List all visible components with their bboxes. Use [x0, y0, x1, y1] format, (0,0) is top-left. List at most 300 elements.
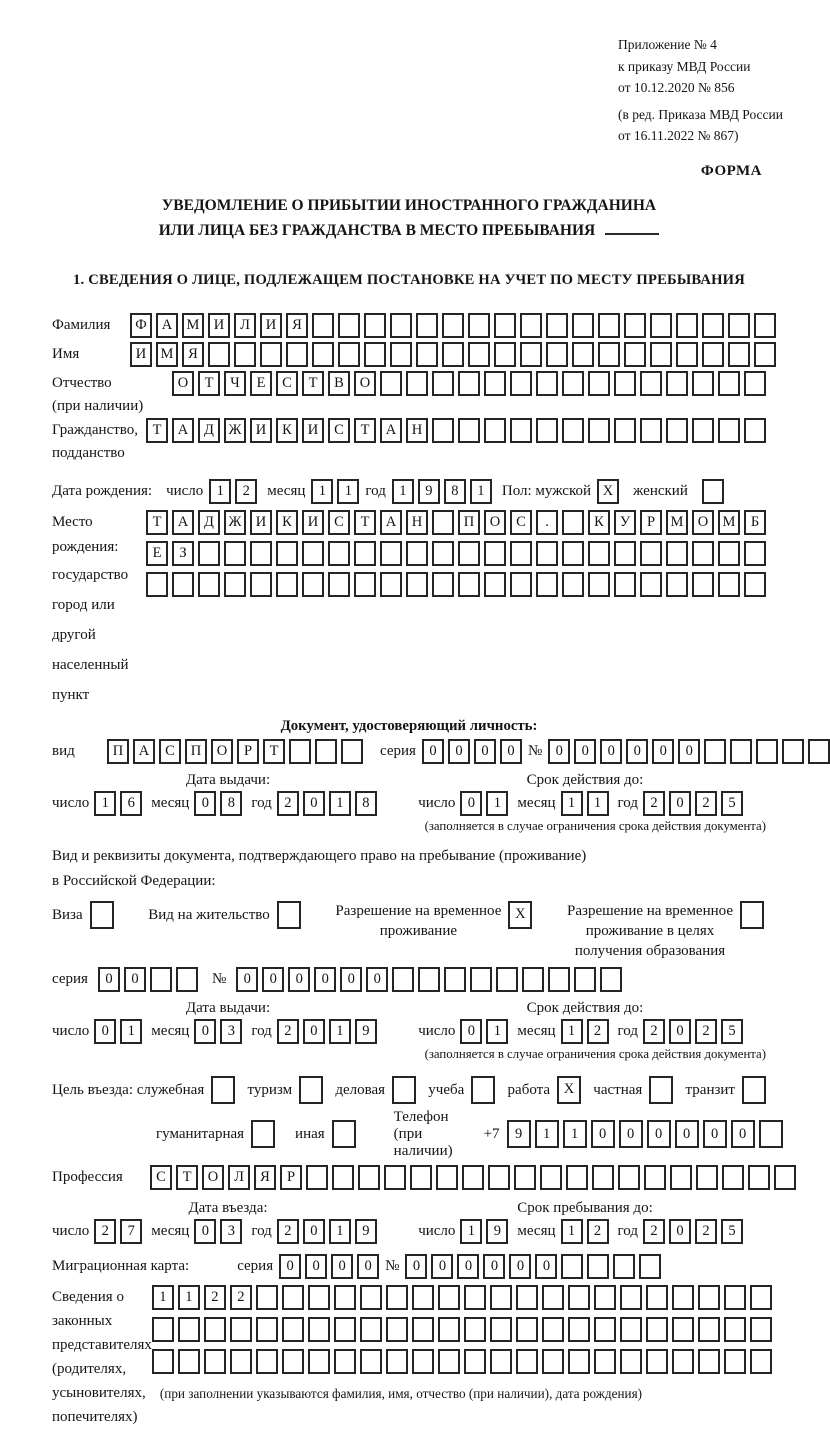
form-cell[interactable] — [718, 572, 740, 597]
form-cell[interactable] — [315, 739, 337, 764]
form-cell[interactable] — [646, 1285, 668, 1310]
form-cell[interactable] — [540, 1165, 562, 1190]
form-cell[interactable] — [282, 1349, 304, 1374]
form-cell[interactable] — [334, 1317, 356, 1342]
form-cell[interactable] — [640, 371, 662, 396]
form-cell[interactable]: 0 — [731, 1120, 755, 1148]
form-cell[interactable]: Р — [280, 1165, 302, 1190]
form-cell[interactable]: 0 — [474, 739, 496, 764]
form-cell[interactable] — [594, 1317, 616, 1342]
form-cell[interactable] — [548, 967, 570, 992]
form-cell[interactable]: 0 — [483, 1254, 505, 1279]
form-cell[interactable]: Ж — [224, 510, 246, 535]
form-cell[interactable]: 0 — [647, 1120, 671, 1148]
form-cell[interactable]: 0 — [194, 791, 216, 816]
form-cell[interactable] — [568, 1285, 590, 1310]
form-cell[interactable] — [536, 572, 558, 597]
form-cell[interactable] — [748, 1165, 770, 1190]
form-cell[interactable]: 0 — [431, 1254, 453, 1279]
form-cell[interactable] — [613, 1254, 635, 1279]
form-cell[interactable] — [744, 541, 766, 566]
form-cell[interactable] — [742, 1076, 766, 1104]
form-cell[interactable]: К — [588, 510, 610, 535]
form-cell[interactable] — [702, 313, 724, 338]
form-cell[interactable] — [276, 572, 298, 597]
form-cell[interactable]: 1 — [561, 1019, 583, 1044]
form-cell[interactable]: Я — [254, 1165, 276, 1190]
form-cell[interactable]: О — [484, 510, 506, 535]
form-cell[interactable]: М — [182, 313, 204, 338]
form-cell[interactable] — [458, 572, 480, 597]
form-cell[interactable] — [618, 1165, 640, 1190]
form-cell[interactable] — [536, 418, 558, 443]
form-cell[interactable] — [724, 1317, 746, 1342]
form-cell[interactable] — [484, 371, 506, 396]
form-cell[interactable] — [358, 1165, 380, 1190]
form-cell[interactable] — [670, 1165, 692, 1190]
form-cell[interactable]: О — [692, 510, 714, 535]
form-cell[interactable] — [562, 510, 584, 535]
form-cell[interactable]: 0 — [288, 967, 310, 992]
form-cell[interactable] — [471, 1076, 495, 1104]
form-cell[interactable] — [561, 1254, 583, 1279]
form-cell[interactable]: 1 — [561, 791, 583, 816]
form-cell[interactable]: 2 — [695, 1219, 717, 1244]
form-cell[interactable]: 1 — [535, 1120, 559, 1148]
form-cell[interactable] — [384, 1165, 406, 1190]
form-cell[interactable] — [488, 1165, 510, 1190]
form-cell[interactable] — [718, 371, 740, 396]
form-cell[interactable] — [380, 541, 402, 566]
form-cell[interactable]: С — [328, 418, 350, 443]
form-cell[interactable] — [230, 1317, 252, 1342]
form-cell[interactable]: 0 — [591, 1120, 615, 1148]
form-cell[interactable] — [494, 342, 516, 367]
form-cell[interactable]: О — [202, 1165, 224, 1190]
form-cell[interactable] — [276, 541, 298, 566]
form-cell[interactable]: 2 — [643, 1019, 665, 1044]
form-cell[interactable] — [666, 418, 688, 443]
form-cell[interactable] — [464, 1285, 486, 1310]
form-cell[interactable]: 8 — [355, 791, 377, 816]
form-cell[interactable] — [484, 572, 506, 597]
form-cell[interactable]: 0 — [124, 967, 146, 992]
form-cell[interactable]: Б — [744, 510, 766, 535]
form-cell[interactable] — [338, 342, 360, 367]
form-cell[interactable] — [360, 1349, 382, 1374]
form-cell[interactable] — [598, 342, 620, 367]
form-cell[interactable] — [750, 1317, 772, 1342]
form-cell[interactable]: 8 — [220, 791, 242, 816]
form-cell[interactable] — [416, 342, 438, 367]
form-cell[interactable] — [510, 418, 532, 443]
form-cell[interactable] — [704, 739, 726, 764]
form-cell[interactable] — [614, 541, 636, 566]
form-cell[interactable]: 2 — [587, 1219, 609, 1244]
form-cell[interactable] — [412, 1285, 434, 1310]
form-cell[interactable]: 1 — [563, 1120, 587, 1148]
form-cell[interactable] — [282, 1317, 304, 1342]
form-cell[interactable] — [574, 967, 596, 992]
form-cell[interactable] — [332, 1120, 356, 1148]
form-cell[interactable]: 2 — [277, 791, 299, 816]
form-cell[interactable]: Д — [198, 418, 220, 443]
form-cell[interactable]: 2 — [230, 1285, 252, 1310]
form-cell[interactable]: 2 — [587, 1019, 609, 1044]
form-cell[interactable] — [178, 1317, 200, 1342]
form-cell[interactable]: Н — [406, 510, 428, 535]
form-cell[interactable] — [542, 1317, 564, 1342]
form-cell[interactable]: 9 — [418, 479, 440, 504]
form-cell[interactable]: Е — [146, 541, 168, 566]
form-cell[interactable] — [406, 572, 428, 597]
form-cell[interactable]: С — [150, 1165, 172, 1190]
form-cell[interactable]: 7 — [120, 1219, 142, 1244]
form-cell[interactable] — [666, 371, 688, 396]
form-cell[interactable]: М — [156, 342, 178, 367]
form-cell[interactable] — [211, 1076, 235, 1104]
form-cell[interactable] — [416, 313, 438, 338]
form-cell[interactable]: 0 — [422, 739, 444, 764]
form-cell[interactable]: И — [250, 510, 272, 535]
form-cell[interactable]: 0 — [675, 1120, 699, 1148]
form-cell[interactable]: А — [172, 510, 194, 535]
form-cell[interactable]: 0 — [574, 739, 596, 764]
form-cell[interactable]: Ф — [130, 313, 152, 338]
form-cell[interactable] — [692, 572, 714, 597]
form-cell[interactable] — [458, 371, 480, 396]
form-cell[interactable]: 1 — [178, 1285, 200, 1310]
form-cell[interactable]: 1 — [152, 1285, 174, 1310]
form-cell[interactable] — [308, 1285, 330, 1310]
form-cell[interactable] — [150, 967, 172, 992]
form-cell[interactable] — [380, 371, 402, 396]
form-cell[interactable] — [614, 572, 636, 597]
form-cell[interactable] — [438, 1285, 460, 1310]
form-cell[interactable]: 1 — [392, 479, 414, 504]
form-cell[interactable]: С — [159, 739, 181, 764]
form-cell[interactable]: X — [508, 901, 532, 929]
form-cell[interactable] — [572, 342, 594, 367]
form-cell[interactable]: А — [380, 418, 402, 443]
form-cell[interactable] — [224, 572, 246, 597]
form-cell[interactable]: С — [276, 371, 298, 396]
form-cell[interactable] — [640, 418, 662, 443]
form-cell[interactable] — [260, 342, 282, 367]
form-cell[interactable] — [458, 541, 480, 566]
form-cell[interactable] — [620, 1317, 642, 1342]
form-cell[interactable]: К — [276, 510, 298, 535]
form-cell[interactable] — [702, 479, 724, 504]
form-cell[interactable]: 2 — [643, 791, 665, 816]
form-cell[interactable] — [759, 1120, 783, 1148]
form-cell[interactable] — [520, 313, 542, 338]
form-cell[interactable] — [754, 342, 776, 367]
form-cell[interactable] — [692, 418, 714, 443]
form-cell[interactable] — [620, 1349, 642, 1374]
form-cell[interactable] — [754, 313, 776, 338]
form-cell[interactable] — [432, 418, 454, 443]
form-cell[interactable]: 5 — [721, 791, 743, 816]
form-cell[interactable]: 2 — [277, 1019, 299, 1044]
form-cell[interactable]: 0 — [448, 739, 470, 764]
form-cell[interactable] — [432, 572, 454, 597]
form-cell[interactable] — [334, 1349, 356, 1374]
form-cell[interactable] — [412, 1317, 434, 1342]
form-cell[interactable]: 1 — [470, 479, 492, 504]
form-cell[interactable]: Е — [250, 371, 272, 396]
form-cell[interactable] — [692, 541, 714, 566]
form-cell[interactable] — [568, 1349, 590, 1374]
form-cell[interactable] — [650, 342, 672, 367]
form-cell[interactable]: 2 — [235, 479, 257, 504]
form-cell[interactable] — [198, 541, 220, 566]
form-cell[interactable] — [442, 342, 464, 367]
form-cell[interactable] — [600, 967, 622, 992]
form-cell[interactable]: И — [208, 313, 230, 338]
form-cell[interactable]: 1 — [337, 479, 359, 504]
form-cell[interactable]: Р — [640, 510, 662, 535]
form-cell[interactable] — [172, 572, 194, 597]
form-cell[interactable] — [432, 371, 454, 396]
form-cell[interactable] — [646, 1317, 668, 1342]
form-cell[interactable]: 1 — [561, 1219, 583, 1244]
form-cell[interactable] — [484, 541, 506, 566]
form-cell[interactable]: Ж — [224, 418, 246, 443]
form-cell[interactable]: И — [302, 510, 324, 535]
form-cell[interactable] — [282, 1285, 304, 1310]
form-cell[interactable]: 1 — [329, 1019, 351, 1044]
form-cell[interactable]: 0 — [314, 967, 336, 992]
form-cell[interactable] — [328, 572, 350, 597]
form-cell[interactable]: С — [510, 510, 532, 535]
form-cell[interactable]: 0 — [194, 1019, 216, 1044]
form-cell[interactable] — [386, 1349, 408, 1374]
form-cell[interactable] — [360, 1317, 382, 1342]
form-cell[interactable] — [256, 1317, 278, 1342]
form-cell[interactable] — [412, 1349, 434, 1374]
form-cell[interactable] — [728, 342, 750, 367]
form-cell[interactable]: X — [557, 1076, 581, 1104]
form-cell[interactable]: К — [276, 418, 298, 443]
form-cell[interactable]: 1 — [329, 791, 351, 816]
form-cell[interactable]: 3 — [220, 1019, 242, 1044]
form-cell[interactable] — [364, 342, 386, 367]
form-cell[interactable] — [302, 541, 324, 566]
form-cell[interactable] — [299, 1076, 323, 1104]
form-cell[interactable] — [722, 1165, 744, 1190]
form-cell[interactable]: Ч — [224, 371, 246, 396]
form-cell[interactable] — [470, 967, 492, 992]
form-cell[interactable]: 2 — [695, 1019, 717, 1044]
form-cell[interactable] — [234, 342, 256, 367]
form-cell[interactable] — [496, 967, 518, 992]
form-cell[interactable]: П — [185, 739, 207, 764]
form-cell[interactable]: 9 — [507, 1120, 531, 1148]
form-cell[interactable]: 2 — [695, 791, 717, 816]
form-cell[interactable] — [442, 313, 464, 338]
form-cell[interactable] — [672, 1349, 694, 1374]
form-cell[interactable] — [364, 313, 386, 338]
form-cell[interactable] — [522, 967, 544, 992]
form-cell[interactable] — [418, 967, 440, 992]
form-cell[interactable]: 2 — [277, 1219, 299, 1244]
form-cell[interactable]: Р — [237, 739, 259, 764]
form-cell[interactable]: 0 — [669, 1019, 691, 1044]
form-cell[interactable] — [386, 1317, 408, 1342]
form-cell[interactable]: 0 — [535, 1254, 557, 1279]
form-cell[interactable]: X — [597, 479, 619, 504]
form-cell[interactable] — [458, 418, 480, 443]
form-cell[interactable]: Я — [182, 342, 204, 367]
form-cell[interactable] — [562, 541, 584, 566]
form-cell[interactable] — [614, 371, 636, 396]
form-cell[interactable] — [740, 901, 764, 929]
form-cell[interactable]: А — [172, 418, 194, 443]
form-cell[interactable]: 0 — [460, 791, 482, 816]
form-cell[interactable]: 0 — [236, 967, 258, 992]
form-cell[interactable] — [198, 572, 220, 597]
form-cell[interactable]: О — [172, 371, 194, 396]
form-cell[interactable]: 0 — [357, 1254, 379, 1279]
form-cell[interactable]: 1 — [120, 1019, 142, 1044]
form-cell[interactable]: Л — [228, 1165, 250, 1190]
form-cell[interactable] — [646, 1349, 668, 1374]
form-cell[interactable] — [406, 541, 428, 566]
form-cell[interactable] — [692, 371, 714, 396]
form-cell[interactable]: П — [458, 510, 480, 535]
form-cell[interactable]: 1 — [209, 479, 231, 504]
form-cell[interactable] — [328, 541, 350, 566]
form-cell[interactable]: 3 — [220, 1219, 242, 1244]
form-cell[interactable] — [676, 313, 698, 338]
form-cell[interactable] — [462, 1165, 484, 1190]
form-cell[interactable] — [286, 342, 308, 367]
form-cell[interactable] — [730, 739, 752, 764]
form-cell[interactable] — [594, 1349, 616, 1374]
form-cell[interactable]: 1 — [329, 1219, 351, 1244]
form-cell[interactable]: Т — [354, 418, 376, 443]
form-cell[interactable] — [639, 1254, 661, 1279]
form-cell[interactable]: 0 — [405, 1254, 427, 1279]
form-cell[interactable] — [744, 418, 766, 443]
form-cell[interactable]: 6 — [120, 791, 142, 816]
form-cell[interactable]: 0 — [303, 791, 325, 816]
form-cell[interactable] — [756, 739, 778, 764]
form-cell[interactable]: П — [107, 739, 129, 764]
form-cell[interactable] — [468, 342, 490, 367]
form-cell[interactable]: А — [380, 510, 402, 535]
form-cell[interactable] — [432, 510, 454, 535]
form-cell[interactable] — [146, 572, 168, 597]
form-cell[interactable] — [464, 1317, 486, 1342]
form-cell[interactable] — [208, 342, 230, 367]
form-cell[interactable] — [750, 1349, 772, 1374]
form-cell[interactable] — [224, 541, 246, 566]
form-cell[interactable] — [360, 1285, 382, 1310]
form-cell[interactable]: 0 — [303, 1019, 325, 1044]
form-cell[interactable]: Л — [234, 313, 256, 338]
form-cell[interactable] — [649, 1076, 673, 1104]
form-cell[interactable]: 0 — [460, 1019, 482, 1044]
form-cell[interactable] — [774, 1165, 796, 1190]
form-cell[interactable]: 0 — [619, 1120, 643, 1148]
form-cell[interactable]: И — [130, 342, 152, 367]
form-cell[interactable]: У — [614, 510, 636, 535]
form-cell[interactable] — [718, 541, 740, 566]
form-cell[interactable] — [484, 418, 506, 443]
form-cell[interactable]: 0 — [626, 739, 648, 764]
form-cell[interactable] — [390, 342, 412, 367]
form-cell[interactable]: 9 — [355, 1019, 377, 1044]
form-cell[interactable] — [392, 967, 414, 992]
form-cell[interactable] — [494, 313, 516, 338]
form-cell[interactable]: 0 — [457, 1254, 479, 1279]
form-cell[interactable]: 1 — [587, 791, 609, 816]
form-cell[interactable]: 0 — [331, 1254, 353, 1279]
form-cell[interactable]: Т — [198, 371, 220, 396]
form-cell[interactable] — [516, 1285, 538, 1310]
form-cell[interactable] — [392, 1076, 416, 1104]
form-cell[interactable] — [341, 739, 363, 764]
form-cell[interactable] — [542, 1349, 564, 1374]
form-cell[interactable] — [464, 1349, 486, 1374]
form-cell[interactable] — [562, 418, 584, 443]
form-cell[interactable] — [640, 541, 662, 566]
form-cell[interactable]: Т — [146, 418, 168, 443]
form-cell[interactable] — [334, 1285, 356, 1310]
form-cell[interactable] — [698, 1317, 720, 1342]
form-cell[interactable]: Т — [263, 739, 285, 764]
form-cell[interactable] — [698, 1349, 720, 1374]
form-cell[interactable] — [306, 1165, 328, 1190]
form-cell[interactable]: М — [718, 510, 740, 535]
form-cell[interactable]: 1 — [486, 791, 508, 816]
form-cell[interactable]: В — [328, 371, 350, 396]
form-cell[interactable]: 2 — [94, 1219, 116, 1244]
form-cell[interactable]: 1 — [94, 791, 116, 816]
form-cell[interactable] — [588, 371, 610, 396]
form-cell[interactable]: И — [260, 313, 282, 338]
form-cell[interactable] — [644, 1165, 666, 1190]
form-cell[interactable] — [406, 371, 428, 396]
form-cell[interactable]: 0 — [509, 1254, 531, 1279]
form-cell[interactable] — [251, 1120, 275, 1148]
form-cell[interactable]: 0 — [279, 1254, 301, 1279]
form-cell[interactable]: 0 — [305, 1254, 327, 1279]
form-cell[interactable] — [250, 572, 272, 597]
form-cell[interactable]: 0 — [600, 739, 622, 764]
form-cell[interactable] — [562, 371, 584, 396]
form-cell[interactable]: О — [211, 739, 233, 764]
form-cell[interactable]: 0 — [94, 1019, 116, 1044]
form-cell[interactable] — [620, 1285, 642, 1310]
form-cell[interactable]: 5 — [721, 1019, 743, 1044]
form-cell[interactable] — [390, 313, 412, 338]
form-cell[interactable] — [490, 1317, 512, 1342]
form-cell[interactable] — [277, 901, 301, 929]
form-cell[interactable] — [744, 572, 766, 597]
form-cell[interactable] — [698, 1285, 720, 1310]
form-cell[interactable] — [672, 1285, 694, 1310]
form-cell[interactable]: О — [354, 371, 376, 396]
form-cell[interactable] — [256, 1349, 278, 1374]
form-cell[interactable] — [354, 541, 376, 566]
form-cell[interactable] — [568, 1317, 590, 1342]
form-cell[interactable] — [176, 967, 198, 992]
form-cell[interactable]: 0 — [303, 1219, 325, 1244]
form-cell[interactable] — [724, 1285, 746, 1310]
